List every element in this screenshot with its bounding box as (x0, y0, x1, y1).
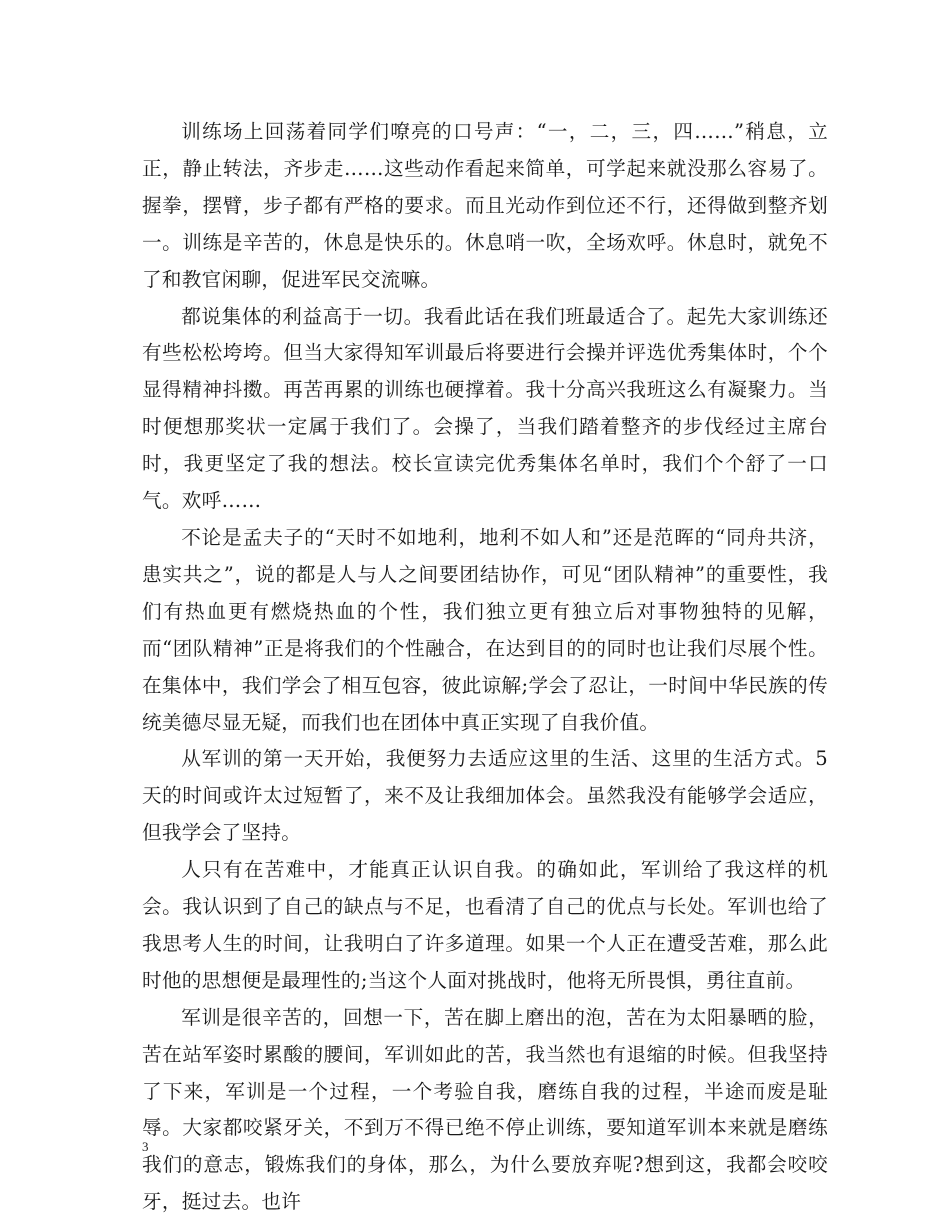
paragraph-collective-interest: 都说集体的利益高于一切。我看此话在我们班最适合了。起先大家训练还有些松松垮垮。但当大家得知军训最后将要进行会操并评选优秀集体时，个个显得精神抖擞。再苦再累的训练也硬撑着。我十分高兴我班这么有凝聚力。当时便想那奖状一定属于我们了。会操了，当我们踏着整齐的步伐经过主席台时，我更坚定了我的想法。校长宣读完优秀集体名单时，我们个个舒了一口气。欢呼…… (142, 304, 828, 513)
paragraph-first-day: 从军训的第一天开始，我便努力去适应这里的生活、这里的生活方式。5天的时间或许太过短暂了，来不及让我细加体会。虽然我没有能够学会适应，但我学会了坚持。 (142, 747, 828, 845)
document-body (142, 114, 828, 1221)
page-number: 3 (142, 1139, 149, 1154)
paragraph-know-yourself: 人只有在苦难中，才能真正认识自我。的确如此，军训给了我这样的机会。我认识到了自己的缺点与不足，也看清了自己的优点与长处。军训也给了我思考人生的时间，让我明白了许多道理。如果一个人正在遭受苦难，那么此时他的思想便是最理性的;当这个人面对挑战时，他将无所畏惧，勇往直前。 (142, 858, 828, 992)
paragraph-hardship: 军训是很辛苦的，回想一下，苦在脚上磨出的泡，苦在为太阳暴晒的脸，苦在站军姿时累酸的腰间，军训如此的苦，我当然也有退缩的时候。但我坚持了下来，军训是一个过程，一个考验自我，磨练自我的过程，半途而废是耻辱。大家都咬紧牙关，不到万不得已绝不停止训练，要知道军训本来就是磨练我们的意志，锻炼我们的身体，那么，为什么要放弃呢?想到这，我都会咬咬牙，挺过去。也许 (142, 1005, 828, 1214)
paragraph-training-field: 训练场上回荡着同学们嘹亮的口号声：“一，二，三，四……”稍息，立正，静止转法，齐步走……这些动作看起来简单，可学起来就没那么容易了。握拳，摆臂，步子都有严格的要求。而且光动作到位还不行，还得做到整齐划一。训练是辛苦的，休息是快乐的。休息哨一吹，全场欢呼。休息时，就免不了和教官闲聊，促进军民交流嘛。 (142, 120, 828, 291)
paragraph-team-spirit: 不论是孟夫子的“天时不如地利，地利不如人和”还是范晖的“同舟共济，患实共之”，说的都是人与人之间要团结协作，可见“团队精神”的重要性，我们有热血更有燃烧热血的个性，我们独立更有独立后对事物独特的见解，而“团队精神”正是将我们的个性融合，在达到目的的同时也让我们尽展个性。在集体中，我们学会了相互包容，彼此谅解;学会了忍让，一时间中华民族的传统美德尽显无疑，而我们也在团体中真正实现了自我价值。 (142, 525, 828, 734)
